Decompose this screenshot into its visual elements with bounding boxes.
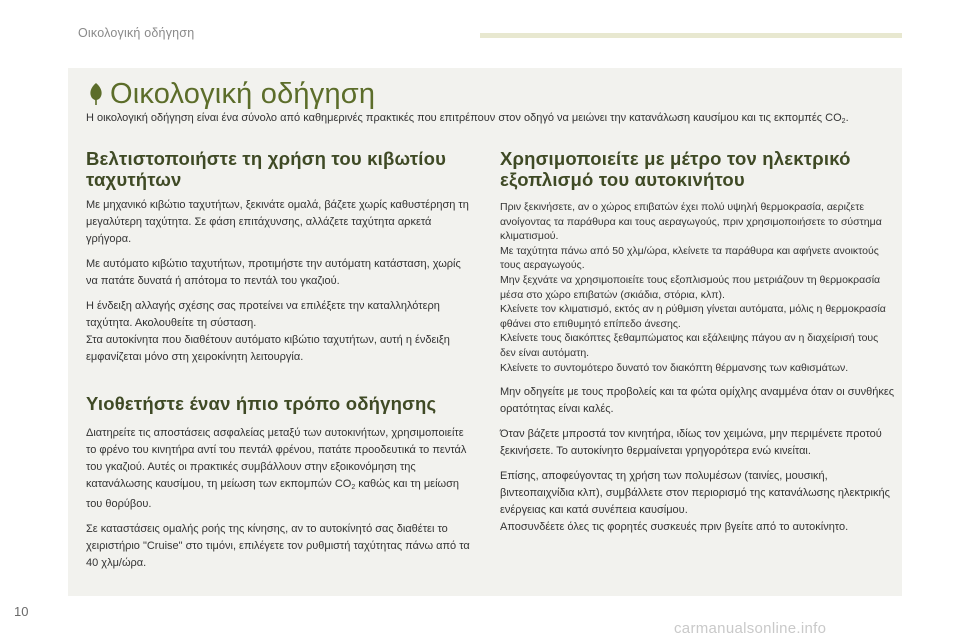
gearbox-heading: Βελτιστοποιήστε τη χρήση του κιβωτίου ταχυτήτων: [86, 148, 447, 190]
climate-tip: Μην ξεχνάτε να χρησιμοποιείτε τους εξοπλισμούς που μετριάζουν τη θερμοκρασία μέσα στο χώρο επιβατών (σκιάδια, στόρια, κλπ).: [500, 273, 881, 301]
watermark: carmanualsonline.info: [674, 620, 827, 637]
gear-indicator-paragraph: Η ένδειξη αλλαγής σχέσης σας προτείνει να επιλέξετε την καταλληλότερη ταχύτητα. Ακολουθείτε τη σύσταση.: [86, 300, 440, 329]
climate-tip: Πριν ξεκινήσετε, αν ο χώρος επιβατών έχει πολύ υψηλή θερμοκρασία, αεριζετε ανοίγοντας τα παράθυρα και τους αεραγωγούς, πριν χρησιμοποιήσετε το σύστημα κλιματισμού.: [500, 201, 882, 243]
multimedia-paragraph: Επίσης, αποφεύγοντας τη χρήση των πολυμέσων (ταινίες, μουσική, βιντεοπαιχνίδια κλπ), συμβάλλετε στον περιορισμό της κατανάλωσης ηλεκτρικής ενέργειας και κατά συνέπεια καυσίμου.: [500, 470, 890, 517]
gearbox-paragraph-automatic: Με αυτόματο κιβώτιο ταχυτήτων, προτιμήστε την αυτόματη κατάσταση, χωρίς να πατάτε δυνατά ή απότομα το πεντάλ του γκαζιού.: [86, 258, 461, 287]
smooth-driving-text-end: καθώς και τη μείωση του θορύβου.: [86, 478, 460, 510]
engine-start-paragraph: Όταν βάζετε μπροστά τον κινητήρα, ιδίως τον χειμώνα, μην περιμένετε προτού ξεκινήσετε. Το αυτοκίνητο θερμαίνεται γρηγορότερα ενώ κινείται.: [500, 428, 882, 458]
climate-tip: Κλείνετε τον κλιματισμό, εκτός αν η ρύθμιση γίνεται αυτόματα, μόλις η θερμοκρασία φθάνει στο επιθυμητό επίπεδο άνεσης.: [500, 303, 886, 330]
climate-tips: [500, 200, 895, 375]
right-column: [500, 148, 895, 536]
page-number: 10: [14, 604, 29, 619]
smooth-driving-paragraph: [86, 425, 471, 513]
intro-paragraph: [86, 110, 896, 130]
intro-end: .: [845, 112, 849, 124]
gear-indicator-note: Στα αυτοκίνητα που διαθέτουν αυτόματο κιβώτιο ταχυτήτων, αυτή η ένδειξη εμφανίζεται μόνο στη χειροκίνητη λειτουργία.: [86, 334, 450, 363]
climate-tip: Με ταχύτητα πάνω από 50 χλμ/ώρα, κλείνετε τα παράθυρα και αφήνετε ανοικτούς τους αεραγωγούς.: [500, 244, 879, 272]
intro-sub: 2: [841, 118, 846, 125]
smooth-driving-text: Διατηρείτε τις αποστάσεις ασφαλείας μεταξύ των αυτοκινήτων, χρησιμοποιείτε το φρένο του κινητήρα αντί του πεντάλ φρένου, πατάτε προοδευτικά το πεντάλ του γκαζιού. Αυτές οι πρακτικές συμβάλλουν στην εξοικονόμηση της κατανάλωσης καυσίμου, τη μείωση των εκπομπών CO: [86, 427, 467, 490]
smooth-driving-heading: Υιοθετήστε έναν ήπιο τρόπο οδήγησης: [86, 393, 437, 414]
climate-tip: Κλείνετε το συντομότερο δυνατό τον διακόπτη θέρμανσης των καθισμάτων.: [500, 361, 849, 374]
section-header-title: Οικολογική οδήγηση: [78, 26, 195, 40]
lights-paragraph: Μην οδηγείτε με τους προβολείς και τα φώτα ομίχλης αναμμένα όταν οι συνθήκες ορατότητας είναι καλές.: [500, 386, 895, 416]
leaf-icon: [86, 82, 106, 106]
left-column: [86, 148, 471, 572]
climate-tip: Κλείνετε τους διακόπτες ξεθαμπώματος και εξάλειψης πάγου αν η διαχείρισή τους δεν είναι αυτόματη.: [500, 332, 879, 359]
cruise-paragraph: Σε καταστάσεις ομαλής ροής της κίνησης, αν το αυτοκίνητό σας διαθέτει το χειριστήριο "Cruise" στο τιμόνι, επιλέγετε τον ρυθμιστή ταχύτητας πάνω από τα 40 χλμ/ώρα.: [86, 523, 470, 569]
devices-paragraph: Αποσυνδέετε όλες τις φορητές συσκευές πριν βγείτε από το αυτοκίνητο.: [500, 521, 849, 534]
page-title: Οικολογική οδήγηση: [110, 78, 376, 110]
smooth-driving-sub: 2: [351, 484, 356, 491]
intro-text: Η οικολογική οδήγηση είναι ένα σύνολο από καθημερινές πρακτικές που επιτρέπουν στον οδηγό να μειώνει την κατανάλωση καυσίμου και τις εκπομπές CO: [86, 112, 842, 124]
electrical-equipment-heading: Χρησιμοποιείτε με μέτρο τον ηλεκτρικό εξοπλισμό του αυτοκινήτου: [500, 148, 851, 190]
gearbox-paragraph-manual: Με μηχανικό κιβώτιο ταχυτήτων, ξεκινάτε ομαλά, βάζετε χωρίς καθυστέρηση τη μεγαλύτερη ταχύτητα. Σε φάση επιτάχυνσης, αλλάζετε ταχύτητα αρκετά γρήγορα.: [86, 199, 469, 245]
header-bar: [480, 33, 902, 38]
